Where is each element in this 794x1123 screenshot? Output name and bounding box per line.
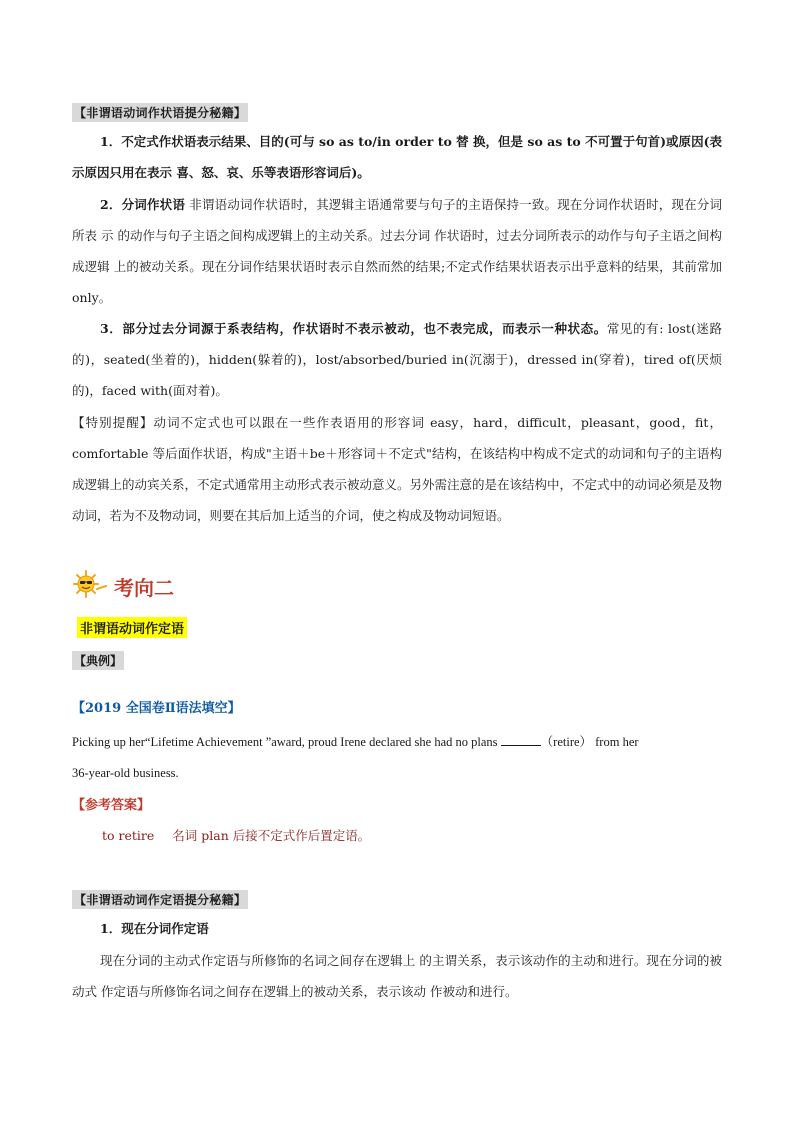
item-heading-text: 1．现在分词作定语 — [100, 921, 209, 936]
answer-tag: 【参考答案】 — [72, 798, 151, 813]
question-line-1 — [72, 727, 722, 757]
paragraph-2 — [72, 189, 722, 313]
answer-explanation: 名词 plan 后接不定式作后置定语。 — [172, 828, 371, 843]
topic-highlight: 非谓语动词作定语 — [77, 617, 187, 638]
paragraph-1-text: 1．不定式作状语表示结果、目的(可与 so as to/in order to 替 换，但是 so as to 不可置于句首)或原因(表示原因只用在表示 喜、怒、哀、乐等表语形容词后)。 — [72, 134, 722, 180]
section-tag-adverbial: 【非谓语动词作状语提分秘籍】 — [72, 103, 248, 122]
answer-text: to retire — [102, 828, 155, 843]
section-title-text: 考向二 — [114, 575, 174, 600]
question-source: 【2019 全国卷Ⅱ语法填空】 — [72, 701, 241, 716]
paragraph-3-lead: 3．部分过去分词源于系表结构，作状语时不表示被动，也不表完成，而表示一种状态。 — [100, 321, 607, 336]
paragraph-3 — [72, 313, 722, 406]
question-line-2: 36-year-old business. — [72, 766, 179, 780]
answer-blank — [501, 733, 541, 746]
section-tag-attributive: 【非谓语动词作定语提分秘籍】 — [72, 890, 248, 909]
paragraph-2-text: 非谓语动词作状语时，其逻辑主语通常要与句子的主语保持一致。现在分词作状语时，现在分词所表 示 的动作与句子主语之间构成逻辑上的主动关系。过去分词 作状语时，过去分词所表示的动作与句子主语之间构成逻辑 上的被动关系。现在分词作结果状语时表示自然而然的结果;不定式作结果状语表示出乎意料的结果，其前常加 only。 — [72, 197, 722, 305]
section-title — [72, 568, 174, 604]
answer-line — [102, 826, 370, 844]
example-tag: 【典例】 — [72, 651, 124, 670]
paragraph-attributive: 现在分词的主动式作定语与所修饰的名词之间存在逻辑上 的主谓关系，表示该动作的主动和进行。现在分词的被动式 作定语与所修饰名词之间存在逻辑上的被动关系，表示该动 作被动和进行。 — [72, 953, 722, 999]
paragraph-1 — [72, 126, 722, 188]
question-text-b: （retire） from her — [540, 735, 639, 749]
paragraph-2-lead: 2．分词作状语 — [100, 197, 186, 212]
special-reminder: 【特别提醒】动词不定式也可以跟在一些作表语用的形容词 easy，hard，difficult，pleasant，good，fit，comfortable 等后面作状语，构成"主语＋be＋形容词＋不定式"结构，在该结构中构成不定式的动词和句子的主语构成逻辑上的动宾关系，不定式通常用主动形式表示被动意义。另外需注意的是在该结构中，不定式中的动词必须是及物动词，若为不及物动词，则要在其后加上适当的介词，使之构成及物动词短语。 — [72, 415, 723, 523]
sun-with-sunglasses-icon — [72, 569, 108, 603]
item-heading — [72, 913, 722, 944]
paragraph-3-text: 常见的有: lost(迷路的)，seated(坐着的)，hidden(躲着的)，lost/absorbed/buried in(沉溺于)，dressed in(穿着)，tired of(厌烦的)，faced with(面对着)。 — [72, 321, 723, 398]
question-text-a: Picking up her“Lifetime Achievement ”award, proud Irene declared she had no plans — [72, 735, 501, 749]
